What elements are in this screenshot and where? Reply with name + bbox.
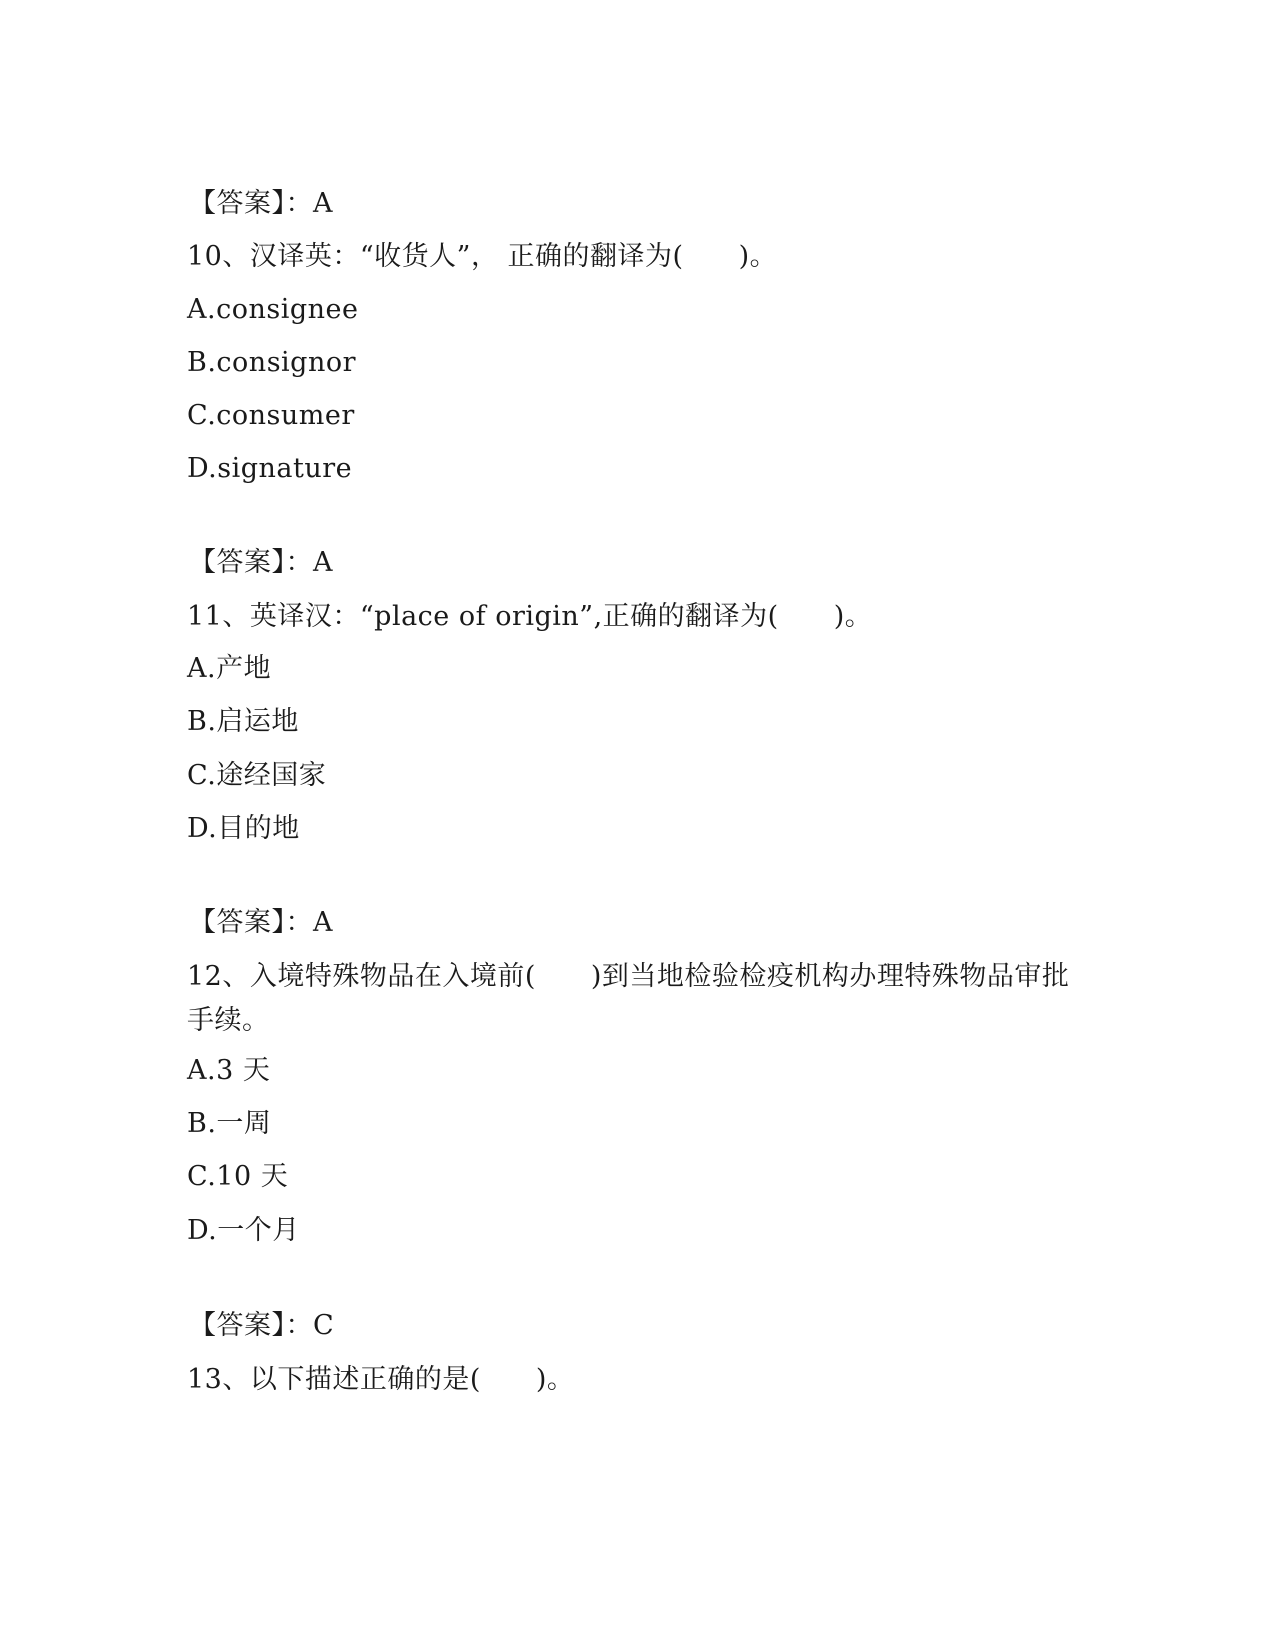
question-11-option-c: C.途经国家 — [187, 760, 327, 791]
question-10-option-b: B.consignor — [187, 347, 357, 378]
question-10-option-d: D.signature — [187, 453, 353, 484]
question-12-option-a: A.3 天 — [187, 1055, 271, 1086]
question-10-stem: 10、汉译英：“收货人”， 正确的翻译为( )。 — [187, 241, 778, 272]
question-12-stem: 12、入境特殊物品在入境前( )到当地检验检疫机构办理特殊物品审批手续。 — [187, 961, 1070, 1036]
question-10-option-a: A.consignee — [187, 294, 359, 325]
question-13-stem: 13、以下描述正确的是( )。 — [187, 1364, 575, 1395]
question-12-option-c: C.10 天 — [187, 1161, 289, 1192]
question-12-option-d: D.一个月 — [187, 1215, 300, 1246]
answer-12: 【答案】：C — [189, 1310, 335, 1341]
answer-11: 【答案】：A — [189, 907, 333, 938]
question-11-option-a: A.产地 — [187, 653, 272, 684]
question-11-stem: 11、英译汉：“place of origin”,正确的翻译为( )。 — [187, 601, 873, 632]
question-11-option-d: D.目的地 — [187, 813, 300, 844]
answer-10: 【答案】：A — [189, 547, 333, 578]
answer-9: 【答案】：A — [189, 188, 333, 219]
question-10-option-c: C.consumer — [187, 400, 355, 431]
question-12-option-b: B.一周 — [187, 1108, 272, 1139]
question-11-option-b: B.启运地 — [187, 706, 299, 737]
